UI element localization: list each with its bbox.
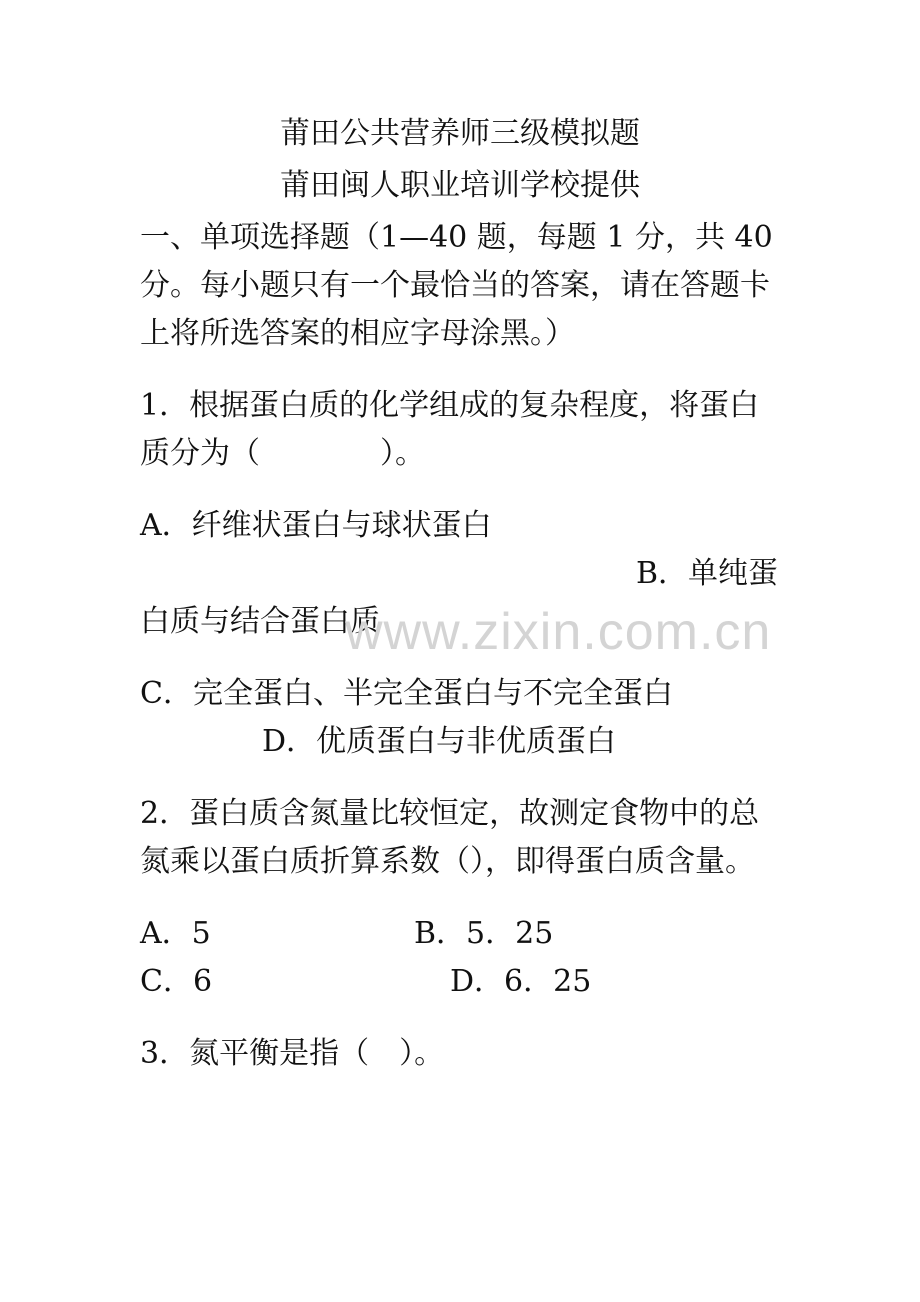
question-2-stem-line-2: 氮乘以蛋白质折算系数（），即得蛋白质含量。	[140, 844, 755, 879]
question-1-option-b: B．单纯蛋	[636, 556, 779, 591]
question-1-option-c: C．完全蛋白、半完全蛋白与不完全蛋白	[140, 676, 673, 711]
question-1-stem-line-2: 质分为（ ）。	[140, 436, 425, 471]
question-2-option-a: A．5	[140, 916, 211, 951]
question-2-option-c: C．6	[140, 964, 213, 999]
question-2-option-d: D．6．25	[450, 964, 592, 999]
document-subtitle: 莆田闽人职业培训学校提供	[280, 168, 640, 203]
question-1-option-a: A．纤维状蛋白与球状蛋白	[140, 508, 492, 543]
watermark: www.zixin.com.cn	[345, 603, 772, 661]
question-2-stem-line-1: 2．蛋白质含氮量比较恒定，故测定食物中的总	[140, 796, 760, 831]
question-1-option-b-continued: 白质与结合蛋白质	[140, 604, 380, 639]
section-header-line-2: 分。每小题只有一个最恰当的答案，请在答题卡	[140, 268, 770, 303]
question-1-option-d: D．优质蛋白与非优质蛋白	[262, 724, 617, 759]
question-3-stem: 3．氮平衡是指（ ）。	[140, 1036, 445, 1071]
document-title: 莆田公共营养师三级模拟题	[280, 116, 640, 151]
section-header-line-3: 上将所选答案的相应字母涂黑。）	[140, 316, 575, 351]
section-header-line-1: 一、单项选择题（1—40 题，每题 1 分，共 40	[140, 220, 773, 255]
question-2-option-b: B．5．25	[414, 916, 554, 951]
question-1-stem-line-1: 1．根据蛋白质的化学组成的复杂程度，将蛋白	[140, 388, 760, 423]
